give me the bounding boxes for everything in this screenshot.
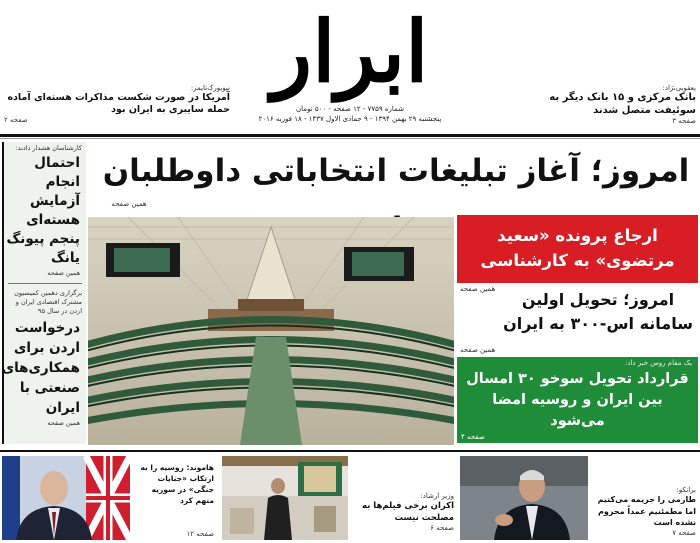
- hammond-page: صفحه ۱۲: [186, 530, 214, 538]
- branko-teaser[interactable]: [592, 486, 696, 537]
- left-column: [2, 142, 86, 444]
- red-headline: ارجاع پرونده «سعید مرتضوی» به کارشناسی: [480, 226, 675, 270]
- left-item-title: درخواست اردن برای همکاری‌های صنعتی با ایران: [1, 320, 80, 416]
- left-item-page: همین صفحه: [47, 269, 80, 277]
- main-headline-page: همین صفحه: [111, 200, 147, 208]
- left-item-title: احتمال انجام آزمایش هسته‌ای پنجم پیونگ یانگ: [6, 155, 80, 266]
- left-item-page: همین صفحه: [47, 419, 80, 427]
- parliament-photo: [88, 217, 454, 445]
- green-headline-box[interactable]: [457, 357, 698, 443]
- branko-headline: طارمی را جریمه می‌کنیم اما مطمئنیم عمداً محروم نشده است: [597, 495, 696, 527]
- branko-photo: [460, 456, 588, 540]
- issue-date: پنجشنبه ۲۹ بهمن ۱۳۹۴ - ۹ جمادی الاول ۱۴۳۷ - ۱۸ فوریه ۲۰۱۶: [258, 115, 442, 123]
- red-headline-box[interactable]: [457, 215, 698, 283]
- branko-kicker: برانکو:: [676, 486, 696, 494]
- s300-page: همین صفحه: [460, 346, 496, 354]
- branko-page: صفحه ۷: [672, 528, 696, 537]
- teaser-title: آمریکا در صورت شکست مذاکرات هسته‌ای آماده حمله سایبری به ایران بود: [7, 92, 230, 115]
- top-left-teaser[interactable]: [4, 84, 230, 124]
- teaser-kicker: یعقوبی‌نژاد:: [662, 84, 696, 92]
- teaser-title: بانک مرکزی و ۱۵ بانک دیگر به سوئیفت متصل شدند: [549, 92, 696, 116]
- issue-info: شماره ۷۷۵۹ - ۱۲ صفحه - ۵۰۰ تومان: [296, 105, 404, 113]
- teaser-kicker: نیویورک‌تایمز:: [190, 84, 230, 92]
- minister-headline: اکران برخی فیلم‌ها به مصلحت نیست: [362, 501, 454, 523]
- masthead-logo: ابرار: [271, 2, 429, 101]
- green-page: صفحه ۴: [461, 433, 485, 441]
- minister-kicker: وزیر ارشاد:: [420, 492, 454, 500]
- minister-page: صفحه ۶: [430, 524, 454, 532]
- left-item-kicker: برگزاری دهمین کمیسیون مشترک اقتصادی ایران و اردن در سال ۹۵: [14, 289, 82, 315]
- left-item-1[interactable]: [4, 142, 86, 277]
- dateline: [225, 104, 475, 124]
- left-item-2[interactable]: [1, 287, 86, 427]
- left-divider: [8, 283, 82, 284]
- hammond-photo: [2, 456, 130, 540]
- minister-photo: [222, 456, 348, 540]
- red-headline-page: همین صفحه: [460, 285, 496, 293]
- green-headline: قرارداد تحویل سوخو ۳۰ امسال بین ایران و روسیه امضا می‌شود: [466, 371, 689, 429]
- minister-teaser[interactable]: [350, 492, 454, 532]
- header-rule: [0, 134, 700, 137]
- teaser-page: صفحه ۲: [4, 116, 28, 124]
- bottom-rule: [0, 450, 700, 452]
- s300-headline[interactable]: امروز؛ تحویل اولین سامانه اس-۳۰۰ به ایران: [503, 290, 693, 333]
- left-item-kicker: کارشناسان هشدار دادند:: [15, 144, 82, 152]
- green-kicker: یک مقام روس خبر داد:: [624, 359, 692, 367]
- header-rule-thin: [0, 138, 700, 139]
- top-right-teaser[interactable]: [520, 84, 696, 125]
- main-headline[interactable]: امروز؛ آغاز تبلیغات انتخاباتی داوطلبان: [102, 153, 690, 189]
- teaser-page: صفحه ۳: [672, 117, 696, 125]
- hammond-headline[interactable]: هاموند: روسیه را به ارتکاب «جنایات جنگی» در سوریه متهم کرد: [140, 463, 214, 505]
